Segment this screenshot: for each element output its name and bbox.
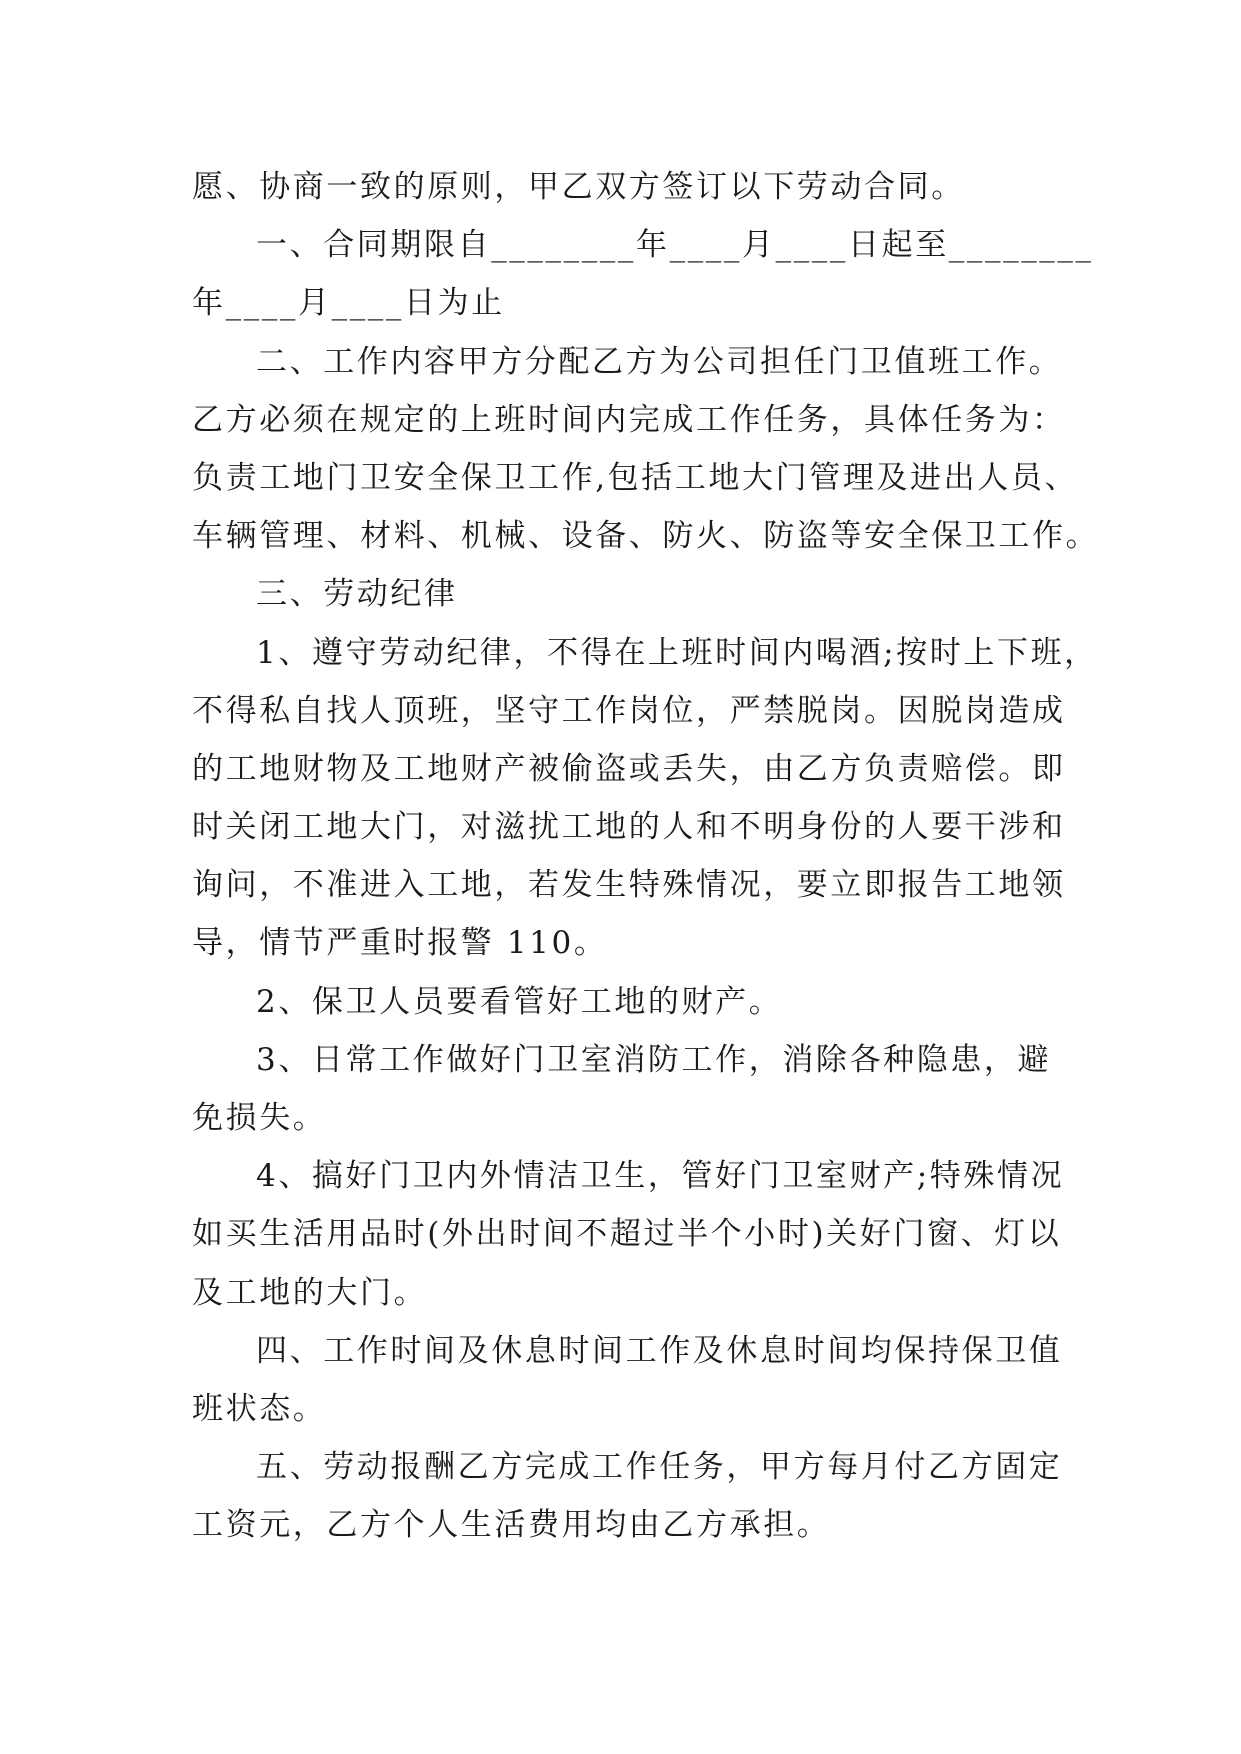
text-line: 免损失。	[192, 1100, 327, 1136]
text-line: 班状态。	[192, 1390, 327, 1427]
rule-3: 3、日常工作做好门卫室消防工作，消除各种隐患，避	[256, 1041, 1052, 1078]
text-line: 询问，不准进入工地，若发生特殊情况，要立即报告工地领	[192, 867, 1066, 904]
rule-2: 2、保卫人员要看管好工地的财产。	[256, 983, 783, 1020]
clause-2-work-content: 二、工作内容甲方分配乙方为公司担任门卫值班工作。	[256, 343, 1063, 380]
document-body	[192, 158, 1100, 1555]
text-line: 年____月____日为止	[192, 285, 505, 322]
text-line: 车辆管理、材料、机械、设备、防火、防盗等安全保卫工作。	[192, 518, 1100, 555]
rule-4: 4、搞好门卫内外情洁卫生，管好门卫室财产;特殊情况	[256, 1158, 1065, 1195]
text-line: 工资元，乙方个人生活费用均由乙方承担。	[192, 1507, 831, 1544]
rule-1: 1、遵守劳动纪律，不得在上班时间内喝酒;按时上下班，	[256, 634, 1098, 671]
clause-1-term: 一、合同期限自________年____月____日起至________	[256, 227, 1094, 264]
text-line: 愿、协商一致的原则，甲乙双方签订以下劳动合同。	[192, 169, 965, 205]
clause-3-heading: 三、劳动纪律	[256, 576, 458, 613]
text-line: 时关闭工地大门，对滋扰工地的人和不明身份的人要干涉和	[192, 809, 1066, 846]
text-line: 及工地的大门。	[192, 1274, 428, 1311]
text-line: 不得私自找人顶班，坚守工作岗位，严禁脱岗。因脱岗造成	[192, 692, 1066, 729]
text-line: 乙方必须在规定的上班时间内完成工作任务，具体任务为：	[192, 401, 1066, 438]
text-line: 的工地财物及工地财产被偷盗或丢失，由乙方负责赔偿。即	[192, 750, 1066, 787]
text-line: 如买生活用品时(外出时间不超过半个小时)关好门窗、灯以	[192, 1216, 1062, 1253]
text-line: 导，情节严重时报警 110。	[192, 925, 608, 962]
clause-5-remuneration: 五、劳动报酬乙方完成工作任务，甲方每月付乙方固定	[256, 1449, 1063, 1486]
text-line: 负责工地门卫安全保卫工作,包括工地大门管理及进出人员、	[192, 459, 1079, 496]
clause-4-working-hours: 四、工作时间及休息时间工作及休息时间均保持保卫值	[256, 1332, 1063, 1369]
